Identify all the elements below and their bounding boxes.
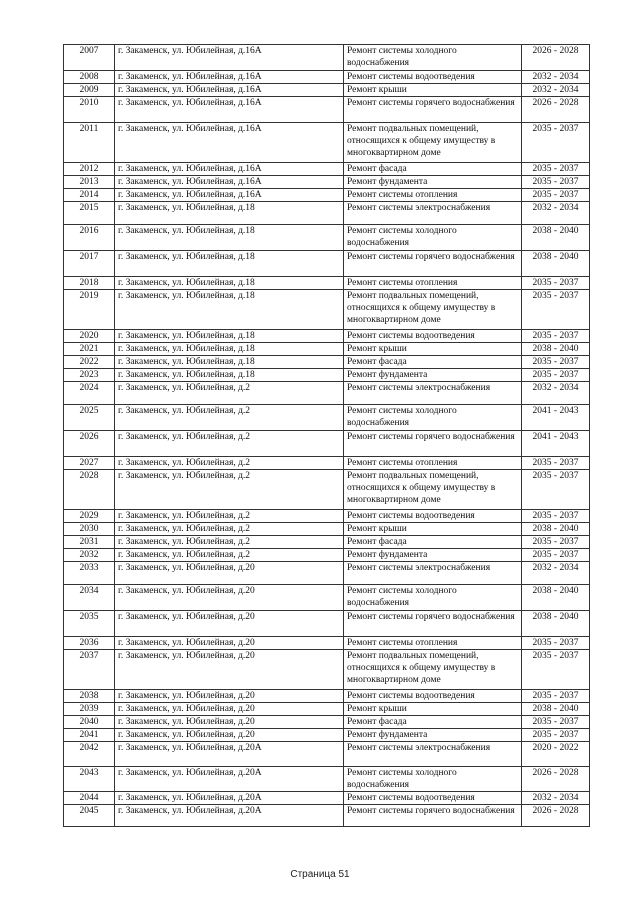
row-address: г. Закаменск, ул. Юбилейная, д.18 [115,330,344,343]
table-row [64,650,590,690]
table-row [64,585,590,611]
row-number: 2033 [64,562,115,585]
row-period: 2026 - 2028 [522,805,590,827]
table-row [64,690,590,703]
row-address: г. Закаменск, ул. Юбилейная, д.18 [115,277,344,290]
row-period: 2035 - 2037 [522,716,590,729]
table-row [64,382,590,405]
row-work-type: Ремонт системы холодного водоснабжения [344,225,522,251]
table-row [64,71,590,84]
row-period: 2035 - 2037 [522,650,590,690]
row-period: 2041 - 2043 [522,431,590,457]
row-address: г. Закаменск, ул. Юбилейная, д.20 [115,637,344,650]
row-address: г. Закаменск, ул. Юбилейная, д.18 [115,343,344,356]
row-number: 2026 [64,431,115,457]
row-address: г. Закаменск, ул. Юбилейная, д.18 [115,202,344,225]
works-table [63,44,590,827]
row-period: 2035 - 2037 [522,729,590,742]
row-period: 2032 - 2034 [522,84,590,97]
table-row [64,123,590,163]
row-period: 2026 - 2028 [522,767,590,792]
row-period: 2035 - 2037 [522,637,590,650]
row-work-type: Ремонт системы горячего водоснабжения [344,805,522,827]
row-number: 2035 [64,611,115,637]
table-row [64,523,590,536]
row-number: 2019 [64,290,115,330]
row-work-type: Ремонт системы холодного водоснабжения [344,45,522,71]
row-work-type: Ремонт крыши [344,343,522,356]
row-number: 2032 [64,549,115,562]
row-work-type: Ремонт крыши [344,523,522,536]
row-number: 2034 [64,585,115,611]
row-work-type: Ремонт крыши [344,84,522,97]
row-work-type: Ремонт системы водоотведения [344,792,522,805]
table-row [64,97,590,123]
row-work-type: Ремонт фундамента [344,729,522,742]
row-period: 2035 - 2037 [522,457,590,470]
row-period: 2038 - 2040 [522,251,590,277]
row-period: 2041 - 2043 [522,405,590,431]
row-address: г. Закаменск, ул. Юбилейная, д.2 [115,549,344,562]
row-work-type: Ремонт фундамента [344,176,522,189]
row-address: г. Закаменск, ул. Юбилейная, д.20 [115,716,344,729]
row-period: 2035 - 2037 [522,176,590,189]
row-period: 2035 - 2037 [522,189,590,202]
row-address: г. Закаменск, ул. Юбилейная, д.2 [115,457,344,470]
row-work-type: Ремонт системы горячего водоснабжения [344,97,522,123]
table-row [64,637,590,650]
row-period: 2035 - 2037 [522,163,590,176]
table-row [64,251,590,277]
table-row [64,84,590,97]
row-work-type: Ремонт фундамента [344,369,522,382]
table-row [64,356,590,369]
row-period: 2038 - 2040 [522,585,590,611]
table-row [64,330,590,343]
table-row [64,767,590,792]
row-address: г. Закаменск, ул. Юбилейная, д.16А [115,84,344,97]
table-row [64,431,590,457]
row-number: 2008 [64,71,115,84]
row-address: г. Закаменск, ул. Юбилейная, д.18 [115,356,344,369]
row-work-type: Ремонт системы водоотведения [344,690,522,703]
row-period: 2032 - 2034 [522,202,590,225]
row-number: 2011 [64,123,115,163]
row-number: 2024 [64,382,115,405]
row-period: 2035 - 2037 [522,690,590,703]
row-number: 2030 [64,523,115,536]
row-number: 2014 [64,189,115,202]
row-address: г. Закаменск, ул. Юбилейная, д.20А [115,742,344,767]
row-period: 2035 - 2037 [522,536,590,549]
row-period: 2038 - 2040 [522,343,590,356]
row-work-type: Ремонт системы водоотведения [344,71,522,84]
row-number: 2023 [64,369,115,382]
row-period: 2020 - 2022 [522,742,590,767]
row-number: 2045 [64,805,115,827]
row-number: 2007 [64,45,115,71]
table-row [64,562,590,585]
row-period: 2038 - 2040 [522,523,590,536]
row-period: 2026 - 2028 [522,45,590,71]
row-work-type: Ремонт системы холодного водоснабжения [344,585,522,611]
row-work-type: Ремонт подвальных помещений, относящихся к общему имуществу в многоквартирном доме [344,470,522,510]
row-period: 2035 - 2037 [522,510,590,523]
table-row [64,805,590,827]
row-number: 2015 [64,202,115,225]
row-number: 2016 [64,225,115,251]
row-number: 2022 [64,356,115,369]
table-row [64,457,590,470]
row-address: г. Закаменск, ул. Юбилейная, д.20А [115,805,344,827]
row-period: 2035 - 2037 [522,290,590,330]
table-row [64,549,590,562]
row-number: 2021 [64,343,115,356]
row-work-type: Ремонт системы отопления [344,457,522,470]
row-work-type: Ремонт системы электроснабжения [344,742,522,767]
row-work-type: Ремонт системы электроснабжения [344,562,522,585]
row-number: 2012 [64,163,115,176]
row-work-type: Ремонт подвальных помещений, относящихся к общему имуществу в многоквартирном доме [344,123,522,163]
row-address: г. Закаменск, ул. Юбилейная, д.16А [115,163,344,176]
page-number: Страница 51 [290,869,350,880]
table-row [64,369,590,382]
table-row [64,510,590,523]
row-number: 2017 [64,251,115,277]
row-period: 2035 - 2037 [522,470,590,510]
table-row [64,163,590,176]
table-row [64,729,590,742]
row-work-type: Ремонт системы холодного водоснабжения [344,767,522,792]
row-address: г. Закаменск, ул. Юбилейная, д.16А [115,123,344,163]
row-work-type: Ремонт фасада [344,356,522,369]
table-row [64,343,590,356]
table-row [64,189,590,202]
row-work-type: Ремонт системы отопления [344,189,522,202]
row-address: г. Закаменск, ул. Юбилейная, д.2 [115,470,344,510]
row-work-type: Ремонт системы горячего водоснабжения [344,611,522,637]
row-address: г. Закаменск, ул. Юбилейная, д.18 [115,225,344,251]
table-row [64,703,590,716]
row-work-type: Ремонт системы водоотведения [344,510,522,523]
table-row [64,277,590,290]
row-number: 2037 [64,650,115,690]
table-row [64,290,590,330]
row-work-type: Ремонт фасада [344,716,522,729]
row-number: 2042 [64,742,115,767]
row-address: г. Закаменск, ул. Юбилейная, д.20 [115,690,344,703]
page-footer [0,869,640,880]
row-work-type: Ремонт подвальных помещений, относящихся к общему имуществу в многоквартирном доме [344,650,522,690]
row-address: г. Закаменск, ул. Юбилейная, д.16А [115,45,344,71]
row-number: 2031 [64,536,115,549]
row-address: г. Закаменск, ул. Юбилейная, д.2 [115,510,344,523]
row-address: г. Закаменск, ул. Юбилейная, д.2 [115,536,344,549]
row-number: 2009 [64,84,115,97]
table-row [64,611,590,637]
row-period: 2035 - 2037 [522,277,590,290]
row-work-type: Ремонт системы отопления [344,637,522,650]
row-address: г. Закаменск, ул. Юбилейная, д.20А [115,767,344,792]
table-row [64,202,590,225]
row-period: 2038 - 2040 [522,611,590,637]
row-address: г. Закаменск, ул. Юбилейная, д.16А [115,97,344,123]
row-work-type: Ремонт фасада [344,163,522,176]
row-number: 2043 [64,767,115,792]
row-period: 2026 - 2028 [522,97,590,123]
row-work-type: Ремонт системы водоотведения [344,330,522,343]
row-address: г. Закаменск, ул. Юбилейная, д.2 [115,405,344,431]
row-address: г. Закаменск, ул. Юбилейная, д.2 [115,382,344,405]
table-row [64,225,590,251]
table-row [64,176,590,189]
row-work-type: Ремонт системы холодного водоснабжения [344,405,522,431]
table-row [64,536,590,549]
row-address: г. Закаменск, ул. Юбилейная, д.16А [115,189,344,202]
row-address: г. Закаменск, ул. Юбилейная, д.20 [115,585,344,611]
table-row [64,716,590,729]
row-number: 2041 [64,729,115,742]
row-number: 2027 [64,457,115,470]
row-number: 2028 [64,470,115,510]
row-address: г. Закаменск, ул. Юбилейная, д.2 [115,431,344,457]
row-number: 2013 [64,176,115,189]
row-period: 2035 - 2037 [522,123,590,163]
row-work-type: Ремонт крыши [344,703,522,716]
row-period: 2032 - 2034 [522,792,590,805]
row-work-type: Ремонт подвальных помещений, относящихся к общему имуществу в многоквартирном доме [344,290,522,330]
row-period: 2035 - 2037 [522,356,590,369]
row-work-type: Ремонт системы горячего водоснабжения [344,431,522,457]
row-number: 2039 [64,703,115,716]
row-address: г. Закаменск, ул. Юбилейная, д.20 [115,562,344,585]
row-work-type: Ремонт системы отопления [344,277,522,290]
table-row [64,45,590,71]
row-address: г. Закаменск, ул. Юбилейная, д.2 [115,523,344,536]
row-period: 2032 - 2034 [522,562,590,585]
row-work-type: Ремонт фундамента [344,549,522,562]
works-table-body [64,45,590,827]
row-number: 2025 [64,405,115,431]
row-number: 2018 [64,277,115,290]
table-row [64,470,590,510]
row-number: 2010 [64,97,115,123]
row-address: г. Закаменск, ул. Юбилейная, д.20 [115,703,344,716]
row-address: г. Закаменск, ул. Юбилейная, д.18 [115,290,344,330]
row-period: 2038 - 2040 [522,225,590,251]
row-period: 2032 - 2034 [522,71,590,84]
row-number: 2044 [64,792,115,805]
row-address: г. Закаменск, ул. Юбилейная, д.18 [115,369,344,382]
row-address: г. Закаменск, ул. Юбилейная, д.16А [115,71,344,84]
row-address: г. Закаменск, ул. Юбилейная, д.20 [115,611,344,637]
row-period: 2032 - 2034 [522,382,590,405]
table-row [64,792,590,805]
row-address: г. Закаменск, ул. Юбилейная, д.20 [115,729,344,742]
row-number: 2038 [64,690,115,703]
row-period: 2035 - 2037 [522,330,590,343]
row-address: г. Закаменск, ул. Юбилейная, д.18 [115,251,344,277]
row-period: 2035 - 2037 [522,369,590,382]
row-work-type: Ремонт системы электроснабжения [344,382,522,405]
row-address: г. Закаменск, ул. Юбилейная, д.20 [115,650,344,690]
row-period: 2038 - 2040 [522,703,590,716]
row-work-type: Ремонт фасада [344,536,522,549]
row-number: 2036 [64,637,115,650]
row-work-type: Ремонт системы горячего водоснабжения [344,251,522,277]
row-number: 2020 [64,330,115,343]
row-address: г. Закаменск, ул. Юбилейная, д.20А [115,792,344,805]
table-row [64,405,590,431]
table-row [64,742,590,767]
row-address: г. Закаменск, ул. Юбилейная, д.16А [115,176,344,189]
row-period: 2035 - 2037 [522,549,590,562]
row-work-type: Ремонт системы электроснабжения [344,202,522,225]
row-number: 2040 [64,716,115,729]
row-number: 2029 [64,510,115,523]
